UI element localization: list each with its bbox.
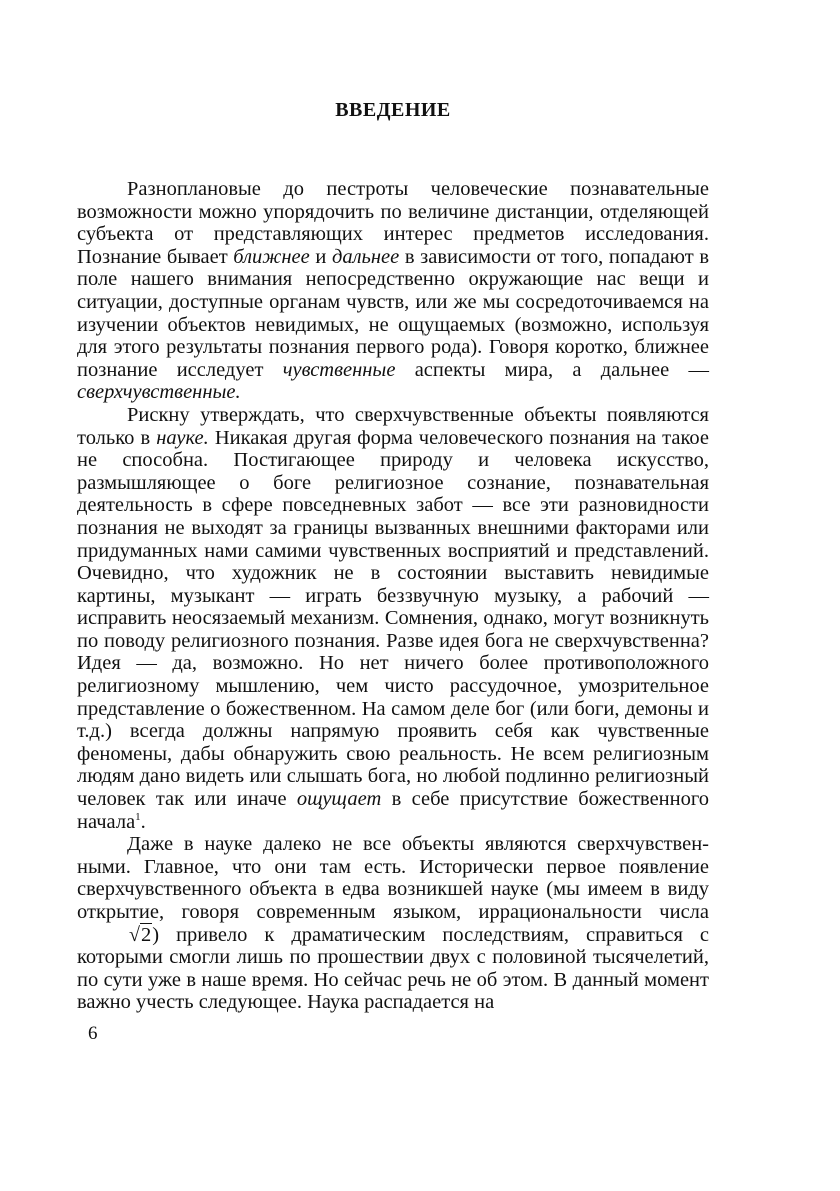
radical-sign: √ (129, 923, 140, 946)
italic-emphasis: науке. (156, 426, 209, 449)
text-run: аспекты мира, а дальнее — (395, 358, 709, 381)
book-page (77, 0, 709, 1191)
italic-emphasis: сверхчувственные. (77, 381, 241, 404)
text-run: Рискну утверждать, что сверхчувственные объекты появляются только в (77, 403, 709, 449)
page-number: 6 (88, 1023, 98, 1044)
text-run: в себе присутствие божественного начала (77, 788, 710, 833)
text-run: и (309, 245, 332, 268)
chapter-title: ВВЕДЕНИЕ (335, 99, 451, 121)
text-run: ) привело к драматическим последствиям, справиться с которыми смогли лишь по прошествии двух с половиной тысячелетий, по сути уже в наше время. Но сейчас речь не об этом. В данный момент важно учесть следующее. Наука распадается на (77, 923, 709, 1014)
italic-emphasis: дальнее (331, 245, 400, 268)
text-run: Разноплановые до пестроты человеческие познавательные возможности можно упорядочить по величине дистанции, отделяющей субъекта от представляющих интерес предметов исследования. Познание бывает (77, 178, 709, 268)
paragraph-3 (77, 833, 709, 1014)
footnote-marker: 1 (135, 810, 141, 823)
text-run: Никакая другая форма человеческого познания на такое не способна. Постигающее природу и человека искусство, размышляющее о боге религиозное сознание, познавательная деятельность в сфере повседневных забот — все эти разновидности познания не выходят за границы вызванных внешними факторами или придуманных нами самими чувственных восприятий и представлений. Очевидно, что художник не в состоянии выставить невидимые картины, музыкант — играть беззвучную музыку, а рабочий — исправить неосязаемый механизм. Сомнения, однако, могут возникнуть по поводу религиозного познания. Разве идея бога не сверхчувственна? Идея — да, возможно. Но нет ничего более противоположного религиозному мышлению, чем чисто рассудочное, умозрительное представление о божественном. На самом деле бог (или боги, демоны и т.д.) всегда должны напрямую проявить себя как чувственные феномены, дабы обнаружить свою реальность. Не всем религиозным людям дано видеть или слышать бога, но любой подлинно религиозный человек так или иначе (77, 426, 709, 811)
square-root-expression (77, 924, 152, 947)
paragraph-1 (77, 178, 709, 404)
text-run: Даже в науке далеко не все объекты являются сверхчувственными. Главное, что они там есть. Исторически первое появление сверхчувственного объекта в едва возникшей науке (мы имеем в виду открытие, говоря современным языком, иррациональности числа (77, 833, 709, 923)
italic-emphasis: ощущает (296, 788, 382, 811)
italic-emphasis: ближнее (233, 245, 310, 268)
paragraph-2 (77, 404, 709, 833)
radicand: 2 (140, 923, 152, 946)
text-run: в зависимости от того, попадают в поле нашего внимания непосредственно окружающие нас вещи и ситуации, доступные органам чувств, или же мы сосредоточиваемся на изучении объектов невидимых, не ощущаемых (возможно, используя для этого результаты познания первого рода). Говоря коротко, ближнее познание исследует (77, 245, 709, 381)
italic-emphasis: чувственные (282, 358, 396, 381)
body-text (77, 178, 709, 1014)
text-run: . (140, 810, 146, 833)
